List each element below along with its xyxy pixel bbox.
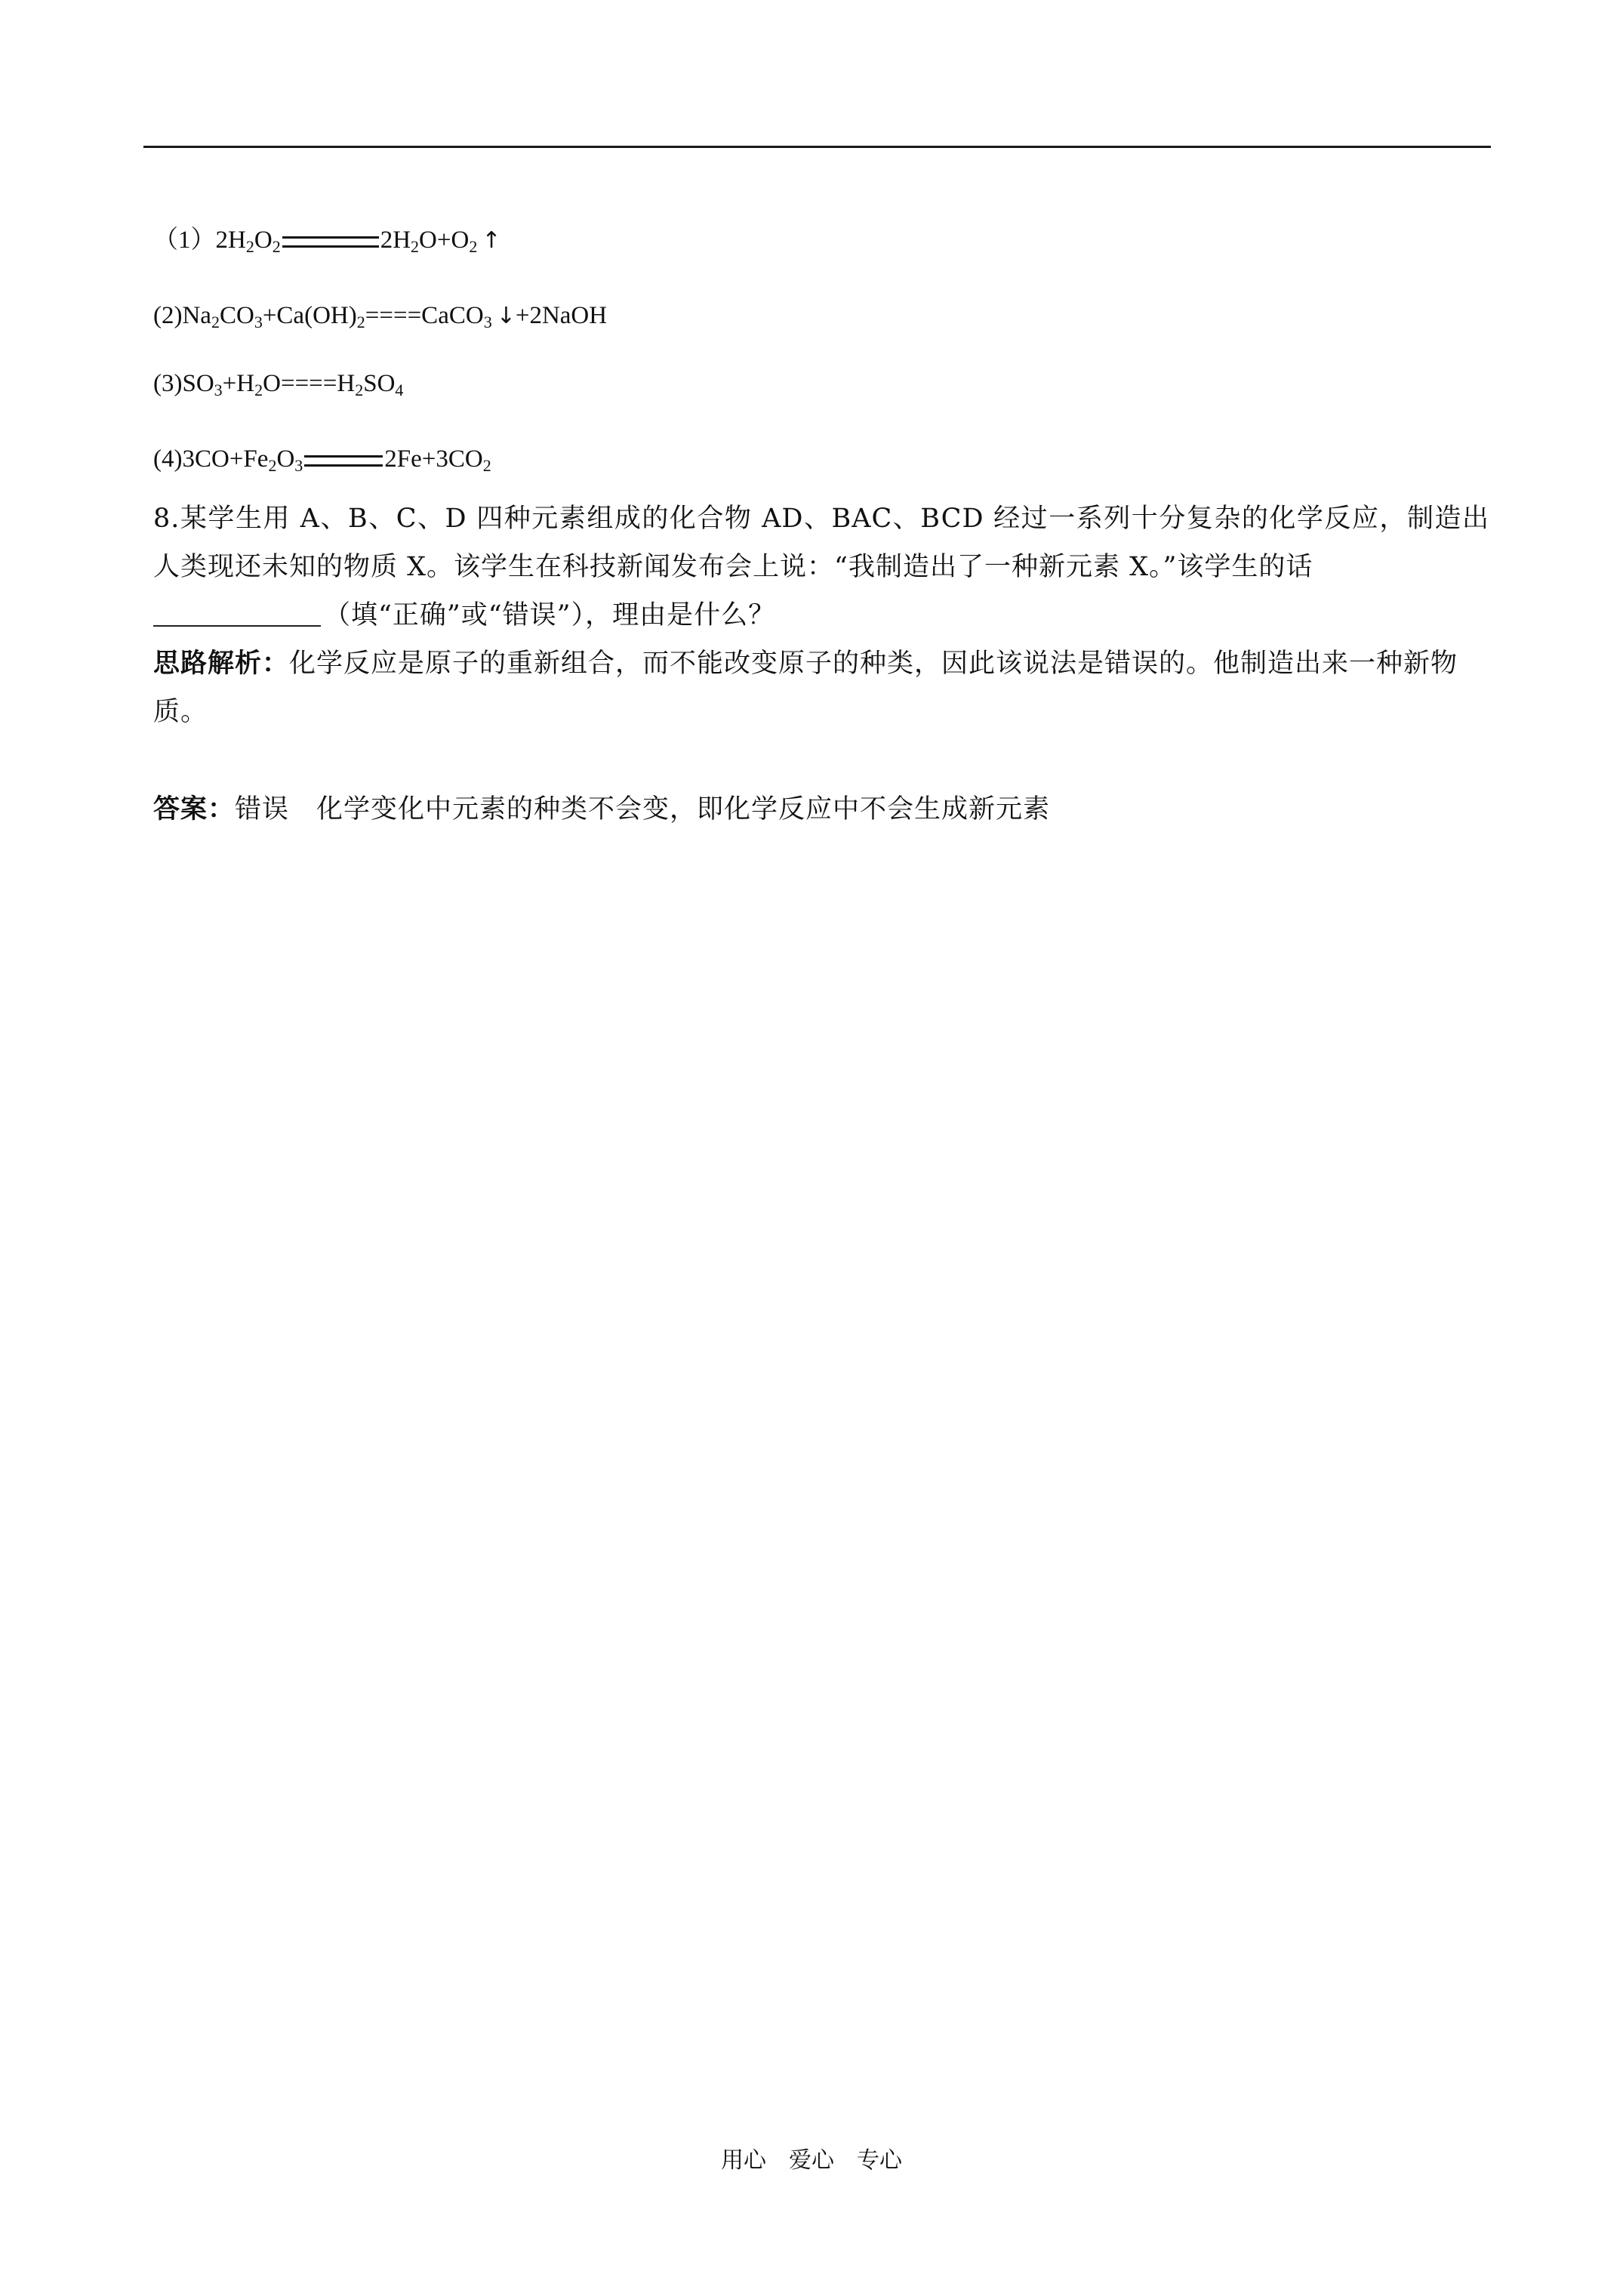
eq2-part: ====CaCO — [365, 302, 484, 329]
eq2-subscript: 2 — [356, 313, 365, 331]
question-8 — [153, 495, 1489, 639]
header-rule — [143, 146, 1491, 148]
eq4-subscript: 2 — [268, 456, 277, 475]
eq4-part: O — [276, 445, 295, 473]
eq2-subscript: 3 — [483, 313, 492, 331]
eq4-subscript: 3 — [294, 456, 303, 475]
analysis-text: 化学反应是原子的重新组合，而不能改变原子的种类，因此该说法是错误的。他制造出来一种新物质。 — [153, 649, 1458, 727]
eq3-part: +H — [222, 370, 255, 397]
answer-text: 错误 化学变化中元素的种类不会变，即化学反应中不会生成新元素 — [235, 794, 1051, 824]
eq1-part: （1）2H — [153, 227, 246, 254]
eq3-part: SO — [363, 370, 396, 397]
answer-paragraph — [153, 785, 1489, 834]
equation-2 — [153, 298, 607, 334]
eq3-subscript: 2 — [254, 381, 263, 399]
eq2-subscript: 2 — [211, 313, 220, 331]
eq2-part: +2NaOH — [515, 302, 608, 329]
eq4-subscript: 2 — [482, 456, 491, 475]
question-8-prompt: （填“正确”或“错误”），理由是什么？ — [324, 600, 776, 630]
eq2-part: CO — [219, 302, 254, 329]
eq4-part: (4)3CO+Fe — [153, 445, 269, 473]
eq3-part: (3)SO — [153, 370, 214, 397]
page-footer: 用心 爱心 专心 — [721, 2147, 902, 2174]
eq1-subscript: 2 — [245, 237, 254, 256]
eq3-subscript: 4 — [395, 381, 404, 399]
double-line-sign — [304, 455, 383, 467]
eq1-subscript: 2 — [272, 237, 281, 256]
answer-label: 答案： — [153, 794, 236, 824]
question-8-text: 8.某学生用 A、B、C、D 四种元素组成的化合物 AD、BAC、BCD 经过一系列十分复杂的化学反应，制造出人类现还未知的物质 X。该学生在科技新闻发布会上说：“我制造出了一种新元素 X。”该学生的话 — [153, 504, 1489, 582]
eq1-subscript: 2 — [411, 237, 420, 256]
eq2-subscript: 3 — [254, 313, 263, 331]
eq1-subscript: 2 — [469, 237, 478, 256]
eq4-part: 2Fe+3CO — [384, 445, 483, 473]
double-line-sign — [282, 236, 379, 248]
eq3-subscript: 2 — [355, 381, 364, 399]
eq1-part: 2H — [380, 227, 411, 254]
gas-up-arrow-icon: ↑ — [482, 227, 501, 254]
eq3-subscript: 3 — [214, 381, 223, 399]
equation-1 — [153, 223, 500, 258]
eq1-part: O+O — [419, 227, 470, 254]
answer-blank — [153, 599, 321, 627]
eq2-part: +Ca(OH) — [262, 302, 357, 329]
eq3-part: O====H — [263, 370, 356, 397]
eq1-part: O — [254, 227, 273, 254]
analysis-label: 思路解析： — [153, 649, 290, 679]
eq2-part: (2)Na — [153, 302, 211, 329]
analysis-paragraph — [153, 639, 1489, 736]
precipitate-down-arrow-icon: ↓ — [496, 303, 516, 329]
equation-4 — [153, 442, 491, 476]
equation-3 — [153, 366, 403, 401]
